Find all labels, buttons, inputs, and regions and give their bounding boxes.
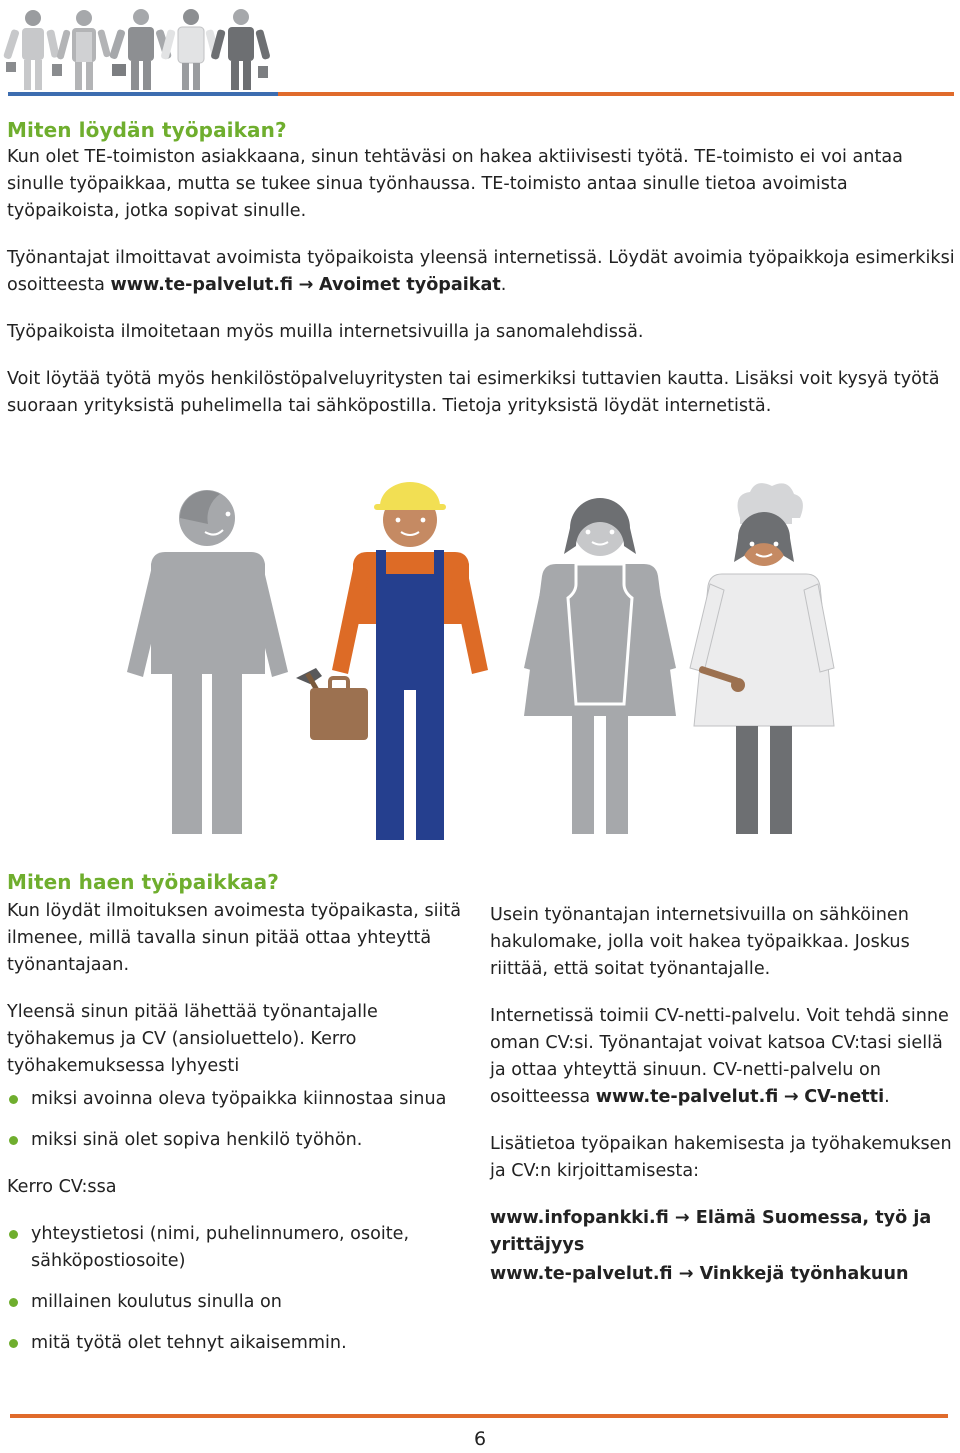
small-figure-4-icon: [160, 9, 220, 90]
punctuation: .: [500, 275, 507, 295]
woman-apron-figure-icon: [524, 498, 676, 834]
link-te-palvelut-cv[interactable]: www.te-palvelut.fi: [595, 1087, 779, 1107]
application-bullet-list: [7, 1086, 477, 1154]
link-te-palvelut[interactable]: www.te-palvelut.fi: [110, 275, 294, 295]
arrow-right-icon: →: [674, 1208, 690, 1228]
builder-figure-icon: [332, 482, 488, 840]
cv-bullet-list: [7, 1221, 477, 1357]
punctuation: .: [884, 1087, 890, 1107]
list-item: mitä työtä olet tehnyt aikaisemmin.: [7, 1330, 477, 1357]
arrow-right-icon: →: [298, 275, 314, 295]
paragraph-more-info: Lisätietoa työpaikan hakemisesta ja työhakemuksen ja CV:n kirjoittamisesta:: [490, 1134, 952, 1181]
list-item: yhteystietosi (nimi, puhelinnumero, osoite, sähköpostiosoite): [7, 1221, 477, 1275]
link-url[interactable]: www.infopankki.fi: [490, 1208, 669, 1228]
paragraph-other-sites: Työpaikoista ilmoitetaan myös muilla internetsivuilla ja sanomalehdissä.: [7, 322, 644, 342]
heading-find-job: Miten löydän työpaikan?: [7, 118, 287, 142]
list-item: miksi sinä olet sopiva henkilö työhön.: [7, 1127, 477, 1154]
link-avoimet-tyopaikat[interactable]: Avoimet työpaikat: [318, 275, 501, 295]
heading-apply-job: Miten haen työpaikkaa?: [7, 870, 279, 894]
link-cv-netti[interactable]: CV-netti: [804, 1087, 885, 1107]
link-target[interactable]: Vinkkejä työnhakuun: [699, 1264, 909, 1284]
paragraph-agencies: Voit löytää työtä myös henkilöstöpalveluyritysten tai esimerkiksi tuttavien kautta. Lisäksi voit kysyä työtä suoraan yrityksistä puhelimella tai sähköpostilla. Tietoja yrityksistä löydät internetistä.: [7, 369, 940, 416]
chef-figure-icon: [690, 483, 834, 834]
header-figures-illustration: [0, 0, 280, 96]
paragraph-te-office: Kun olet TE-toimiston asiakkaana, sinun tehtäväsi on hakea aktiivisesti työtä. TE-toimisto ei voi antaa sinulle työpaikkaa, mutta se tukee sinua työnhaussa. TE-toimisto antaa sinulle tietoa avoimista työpaikoista, jotka sopivat sinulle.: [7, 147, 903, 221]
workers-illustration: [0, 480, 960, 840]
paragraph-announcement: Kun löydät ilmoituksen avoimesta työpaikasta, siitä ilmenee, millä tavalla sinun pitää ottaa yhteyttä työnantajaan.: [7, 901, 462, 975]
paragraph-online-form: Usein työnantajan internetsivuilla on sähköinen hakulomake, jolla voit hakea työpaikkaa. Joskus riittää, että soitat työnantajalle.: [490, 905, 910, 979]
worker-figure-icon: [127, 490, 288, 834]
paragraph-employers: [7, 245, 955, 299]
paragraph-cv-netti-text: Internetissä toimii CV-netti-palvelu. Voit tehdä sinne oman CV:si. Työnantajat voivat katsoa CV:tasi siellä ja ottaa yhteyttä sinuun. CV-netti-palvelu on osoitteessa: [490, 1006, 949, 1107]
paragraph-application-cv: Yleensä sinun pitää lähettää työnantajalle työhakemus ja CV (ansioluettelo). Kerro työhakemuksessa lyhyesti: [7, 1002, 378, 1076]
small-figure-1-icon: [3, 10, 60, 90]
link-te-palvelut-vinkkeja[interactable]: [490, 1261, 956, 1288]
paragraph-cv-intro: Kerro CV:ssa: [7, 1177, 117, 1197]
section-find-job: [7, 118, 955, 440]
arrow-right-icon: →: [678, 1264, 694, 1284]
paragraph-cv-netti: [490, 1003, 956, 1111]
arrow-right-icon: →: [783, 1087, 799, 1107]
small-figure-3-icon: [109, 9, 172, 90]
footer-rule: [10, 1414, 948, 1418]
section-apply-job-right: [490, 902, 956, 1290]
small-figure-5-icon: [210, 9, 270, 90]
small-figure-2-icon: [52, 10, 111, 90]
header-rule-blue: [8, 92, 278, 96]
link-infopankki[interactable]: [490, 1205, 956, 1259]
header-rule-orange: [278, 92, 954, 96]
paragraph-employers-text: Työnantajat ilmoittavat avoimista työpaikoista yleensä internetissä. Löydät avoimia työpaikkoja esimerkiksi osoitteesta: [7, 248, 955, 295]
link-url[interactable]: www.te-palvelut.fi: [490, 1264, 673, 1284]
page-number: 6: [473, 1428, 487, 1450]
list-item: millainen koulutus sinulla on: [7, 1289, 477, 1316]
toolbox-icon: [310, 678, 368, 740]
link-target[interactable]: Elämä Suomessa, työ ja yrittäjyys: [490, 1208, 932, 1255]
list-item: miksi avoinna oleva työpaikka kiinnostaa sinua: [7, 1086, 477, 1113]
section-apply-job-left: [7, 870, 477, 1377]
